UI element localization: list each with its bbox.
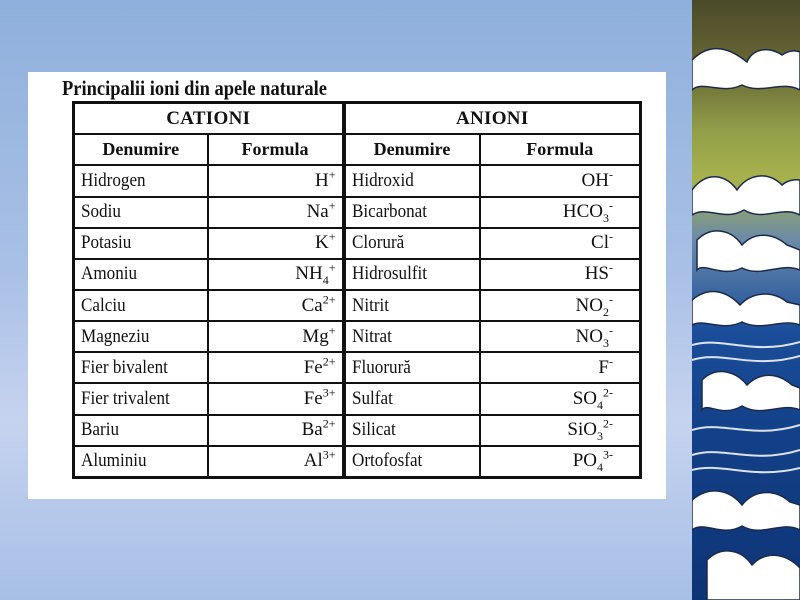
a-name: Ortofosfat bbox=[351, 450, 422, 472]
a-name: Hidroxid bbox=[351, 169, 414, 191]
a-sub: 3 bbox=[597, 428, 603, 443]
group-header-row bbox=[74, 103, 641, 135]
cation-formula bbox=[208, 383, 344, 414]
cation-name bbox=[74, 165, 208, 196]
c-base: Fe bbox=[303, 388, 323, 410]
c-name: Magneziu bbox=[81, 325, 150, 347]
anion-formula bbox=[480, 197, 641, 228]
anion-formula bbox=[480, 446, 641, 478]
a-sup: 2- bbox=[603, 385, 613, 400]
cation-name bbox=[74, 259, 208, 290]
table-row bbox=[74, 228, 641, 259]
table-row bbox=[74, 446, 641, 478]
anion-name bbox=[344, 290, 480, 321]
c-sup: + bbox=[328, 261, 336, 276]
c-base: Ca bbox=[301, 294, 323, 316]
c-base: Al bbox=[303, 450, 323, 472]
a-sup: - bbox=[609, 229, 613, 244]
anion-name bbox=[344, 383, 480, 414]
c-sub: 4 bbox=[322, 273, 329, 288]
cation-name bbox=[74, 290, 208, 321]
anion-formula bbox=[480, 383, 641, 414]
c-name: Fier bivalent bbox=[81, 356, 168, 378]
cation-name bbox=[74, 321, 208, 352]
cation-name bbox=[74, 197, 208, 228]
a-base: F bbox=[598, 356, 609, 378]
anion-formula bbox=[480, 290, 641, 321]
a-sub: 4 bbox=[597, 460, 603, 475]
anion-formula bbox=[480, 228, 641, 259]
a-base: HS bbox=[584, 263, 609, 285]
table-row bbox=[74, 415, 641, 446]
anion-name bbox=[344, 321, 480, 352]
anion-formula bbox=[480, 165, 641, 196]
cation-formula-header: Formula bbox=[208, 134, 344, 165]
cation-formula bbox=[208, 197, 344, 228]
cation-formula bbox=[208, 321, 344, 352]
ions-panel bbox=[28, 72, 666, 499]
a-sub: 3 bbox=[603, 210, 609, 225]
c-base: Ba bbox=[301, 419, 323, 441]
c-sup: + bbox=[328, 167, 336, 182]
anion-name-header: Denumire bbox=[344, 134, 480, 165]
table-row bbox=[74, 197, 641, 228]
anion-name bbox=[344, 228, 480, 259]
a-sup: 2- bbox=[603, 416, 613, 431]
anion-formula bbox=[480, 321, 641, 352]
anion-formula-header: Formula bbox=[480, 134, 641, 165]
ions-table bbox=[72, 101, 642, 479]
cation-name bbox=[74, 383, 208, 414]
a-name: Silicat bbox=[351, 419, 396, 441]
a-name: Fluorură bbox=[351, 356, 411, 378]
ions-table-body bbox=[74, 165, 641, 477]
c-name: Bariu bbox=[81, 419, 119, 441]
a-sup: - bbox=[609, 167, 613, 182]
page-title: Principalii ioni din apele naturale bbox=[62, 76, 327, 100]
a-sup: 3- bbox=[603, 448, 613, 463]
cation-formula bbox=[208, 352, 344, 383]
a-base: Cl bbox=[591, 232, 609, 254]
a-name: Bicarbonat bbox=[351, 201, 427, 223]
table-row bbox=[74, 290, 641, 321]
a-base: OH bbox=[581, 169, 609, 191]
table-row bbox=[74, 259, 641, 290]
a-base: SiO bbox=[567, 419, 597, 441]
anion-name bbox=[344, 352, 480, 383]
table-row bbox=[74, 352, 641, 383]
c-base: H bbox=[314, 169, 329, 191]
a-base: PO bbox=[572, 450, 597, 472]
c-base: Mg bbox=[302, 325, 329, 347]
a-name: Hidrosulfit bbox=[351, 263, 427, 285]
cations-header: CATIONI bbox=[74, 103, 344, 135]
c-base: NH bbox=[295, 263, 323, 285]
cation-formula bbox=[208, 290, 344, 321]
table-row bbox=[74, 165, 641, 196]
c-name: Amoniu bbox=[81, 263, 138, 285]
a-base: NO bbox=[575, 294, 603, 316]
anion-formula bbox=[480, 259, 641, 290]
cation-formula bbox=[208, 165, 344, 196]
anion-name bbox=[344, 415, 480, 446]
anion-name bbox=[344, 446, 480, 478]
c-sup: 2+ bbox=[322, 292, 336, 307]
c-base: Fe bbox=[303, 356, 323, 378]
a-sup: - bbox=[609, 198, 613, 213]
a-name: Clorură bbox=[351, 232, 404, 254]
a-sub: 2 bbox=[603, 304, 609, 319]
c-name: Potasiu bbox=[81, 232, 132, 254]
c-name: Hidrogen bbox=[81, 169, 146, 191]
anion-formula bbox=[480, 415, 641, 446]
cation-name bbox=[74, 446, 208, 478]
cation-formula bbox=[208, 415, 344, 446]
wave-illustration bbox=[692, 0, 800, 600]
c-sup: 3+ bbox=[322, 385, 336, 400]
a-base: SO bbox=[572, 388, 597, 410]
a-sup: - bbox=[609, 323, 613, 338]
c-sup: + bbox=[328, 198, 336, 213]
a-base: NO bbox=[575, 325, 603, 347]
a-sup: - bbox=[609, 354, 613, 369]
c-name: Fier trivalent bbox=[81, 388, 170, 410]
c-sup: 2+ bbox=[322, 416, 336, 431]
a-sub: 3 bbox=[603, 335, 609, 350]
a-name: Nitrit bbox=[351, 294, 389, 316]
c-sup: 2+ bbox=[322, 354, 336, 369]
anion-name bbox=[344, 197, 480, 228]
a-sup: - bbox=[609, 261, 613, 276]
cation-name bbox=[74, 352, 208, 383]
cation-name bbox=[74, 228, 208, 259]
cation-formula bbox=[208, 446, 344, 478]
cation-formula bbox=[208, 228, 344, 259]
c-sup: + bbox=[328, 229, 336, 244]
a-base: HCO bbox=[562, 201, 603, 223]
c-base: K bbox=[314, 232, 329, 254]
column-header-row bbox=[74, 134, 641, 165]
anion-name bbox=[344, 165, 480, 196]
c-base: Na bbox=[306, 201, 329, 223]
a-name: Sulfat bbox=[351, 388, 393, 410]
anion-formula bbox=[480, 352, 641, 383]
anions-header: ANIONI bbox=[344, 103, 641, 135]
table-row bbox=[74, 383, 641, 414]
c-sup: 3+ bbox=[322, 448, 336, 463]
cation-name-header: Denumire bbox=[74, 134, 208, 165]
a-sub: 4 bbox=[597, 397, 603, 412]
table-row bbox=[74, 321, 641, 352]
cation-name bbox=[74, 415, 208, 446]
c-name: Sodiu bbox=[81, 201, 121, 223]
c-name: Calciu bbox=[81, 294, 126, 316]
a-sup: - bbox=[609, 292, 613, 307]
decorative-wave-strip bbox=[692, 0, 800, 600]
a-name: Nitrat bbox=[351, 325, 392, 347]
cation-formula bbox=[208, 259, 344, 290]
c-sup: + bbox=[328, 323, 336, 338]
c-name: Aluminiu bbox=[81, 450, 147, 472]
anion-name bbox=[344, 259, 480, 290]
